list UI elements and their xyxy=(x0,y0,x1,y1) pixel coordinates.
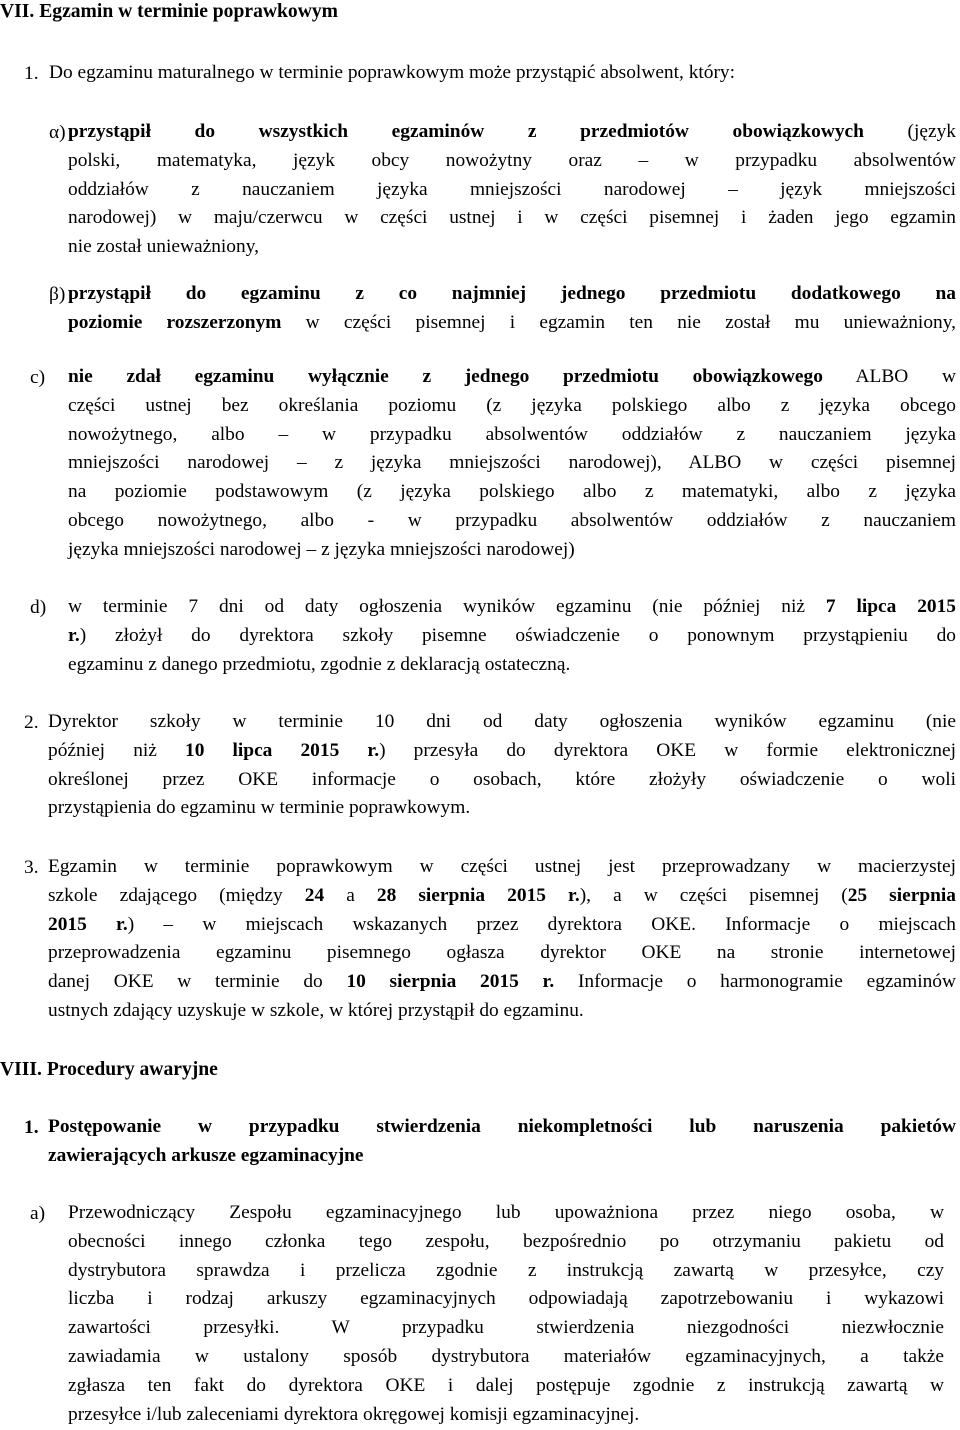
text-run: liczba i rodzaj arkuszy egzaminacyjnych odpowiadają zapotrzebowaniu i wykazowi xyxy=(68,1288,944,1310)
text-line xyxy=(68,1261,944,1280)
text-run: szkole zdającego (między xyxy=(48,884,305,906)
text-line xyxy=(48,770,956,789)
text-line xyxy=(68,313,956,332)
text-run: mniejszości narodowej – z języka mniejszości narodowej), ALBO w części pisemnej xyxy=(68,452,956,474)
text-run: przesyłce i/lub zaleceniami dyrektora okręgowej komisji egzaminacyjnej. xyxy=(68,1403,640,1425)
text-run: Informacje o harmonogramie egzaminów xyxy=(554,971,956,993)
text-run: a xyxy=(324,884,377,906)
text-line xyxy=(68,1405,944,1424)
text-run: zawiadamia w ustalony sposób dystrybutora materiałów egzaminacyjnych, a także xyxy=(68,1346,944,1367)
text-run: narodowej) w maju/czerwcu w części ustnej i w części pisemnej i żaden jego egzamin xyxy=(68,207,956,229)
text-line xyxy=(68,367,956,386)
text-line xyxy=(68,453,956,472)
text-run: przystąpienia do egzaminu w terminie poprawkowym. xyxy=(48,797,471,819)
text-line xyxy=(68,1318,944,1337)
section-viii-heading: VIII. Procedury awaryjne xyxy=(0,1059,218,1080)
text-line xyxy=(68,237,956,256)
item-vii-2-number: 2. xyxy=(24,712,39,733)
section-vii-heading: VII. Egzamin w terminie poprawkowym xyxy=(0,1,338,22)
bold-text: nie zdał egzaminu wyłącznie z jednego przedmiotu obowiązkowego xyxy=(68,366,823,387)
text-line xyxy=(68,511,956,530)
item-vii-1-intro: Do egzaminu maturalnego w terminie poprawkowym może przystąpić absolwent, który: xyxy=(49,62,736,83)
bold-text: 24 xyxy=(304,884,325,906)
item-vii-3-number: 3. xyxy=(24,857,39,878)
bold-text: 7 lipca 2015 xyxy=(825,596,956,617)
bold-text: przystąpił do wszystkich egzaminów z przedmiotów obowiązkowych xyxy=(68,121,864,142)
text-run: ) – w miejscach wskazanych przez dyrektora OKE. Informacje o miejscach xyxy=(127,913,956,935)
text-run: przeprowadzenia egzaminu pisemnego ogłasza dyrektor OKE na stronie internetowej xyxy=(48,942,956,964)
bold-text: 2015 r. xyxy=(48,913,128,935)
text-run: ) przesyła do dyrektora OKE w formie elektronicznej xyxy=(379,739,956,761)
text-run: ALBO w xyxy=(822,366,956,387)
text-line xyxy=(68,1289,944,1308)
text-line xyxy=(68,284,956,303)
item-d-marker: d) xyxy=(30,597,47,618)
bold-text: Postępowanie w przypadku stwierdzenia niekompletności lub naruszenia pakietów xyxy=(48,1116,956,1137)
item-beta-marker: β) xyxy=(49,284,66,305)
text-run: dystrybutora sprawdza i przelicza zgodnie z instrukcją zawartą w przesyłce, czy xyxy=(68,1259,944,1281)
text-run: egzaminu z danego przedmiotu, zgodnie z deklaracją ostateczną. xyxy=(68,653,571,675)
bold-text: r. xyxy=(68,624,80,646)
text-run: Przewodniczący Zespołu egzaminacyjnego lub upoważniona przez niego osoba, w xyxy=(68,1202,944,1223)
text-line xyxy=(68,425,956,444)
text-line xyxy=(48,972,956,991)
bold-text: poziomie rozszerzonym xyxy=(68,311,282,333)
text-run: języka mniejszości narodowej – z języka mniejszości narodowej) xyxy=(68,538,575,560)
bold-text: 10 lipca 2015 r. xyxy=(185,739,380,761)
item-alpha-marker: α) xyxy=(49,122,66,143)
bold-text: przystąpił do egzaminu z co najmniej jednego przedmiotu dodatkowego na xyxy=(68,283,956,304)
text-run: zawartości przesyłki. W przypadku stwierdzenia niezgodności niezwłocznie xyxy=(68,1317,944,1339)
item-a-marker: a) xyxy=(30,1203,46,1224)
text-line xyxy=(68,1232,944,1251)
text-line xyxy=(68,122,956,141)
text-run: ustnych zdający uzyskuje w szkole, w której przystąpił do egzaminu. xyxy=(48,1000,584,1021)
text-line xyxy=(68,655,956,674)
text-run: polski, matematyka, język obcy nowożytny oraz – w przypadku absolwentów xyxy=(68,149,956,171)
text-line xyxy=(48,915,956,934)
item-c-marker: c) xyxy=(30,367,46,388)
text-line xyxy=(68,208,956,227)
text-line xyxy=(48,1146,956,1165)
text-run: w części pisemnej i egzamin ten nie został mu unieważniony, xyxy=(281,311,956,333)
text-line xyxy=(68,1347,944,1366)
text-line xyxy=(48,741,956,760)
text-run: nowożytnego, albo – w przypadku absolwentów oddziałów z nauczaniem języka xyxy=(68,423,956,445)
text-run: Dyrektor szkoły w terminie 10 dni od daty ogłoszenia wyników egzaminu (nie xyxy=(48,711,956,732)
text-run: obcego nowożytnego, albo - w przypadku absolwentów oddziałów z nauczaniem xyxy=(68,510,956,531)
text-run: na poziomie podstawowym (z języka polskiego albo z matematyki, albo z języka xyxy=(68,481,956,503)
text-line xyxy=(48,886,956,905)
text-line xyxy=(48,712,956,731)
text-run: ) złożył do dyrektora szkoły pisemne oświadczenie o ponownym przystąpieniu do xyxy=(79,624,956,646)
bold-text: 28 sierpnia 2015 r. xyxy=(376,884,580,906)
text-run: oddziałów z nauczaniem języka mniejszości narodowej – język mniejszości xyxy=(68,178,956,200)
text-run: później niż xyxy=(48,739,185,761)
item-viii-1-number: 1. xyxy=(24,1117,39,1138)
text-line xyxy=(68,626,956,645)
bold-text: 10 sierpnia 2015 r. xyxy=(346,971,555,993)
text-line xyxy=(68,1203,944,1222)
text-run: (język xyxy=(863,121,956,142)
text-line xyxy=(48,943,956,962)
text-line xyxy=(68,597,956,616)
text-run: części ustnej bez określania poziomu (z języka polskiego albo z języka obcego xyxy=(68,394,956,416)
text-line xyxy=(48,1117,956,1136)
text-line xyxy=(68,540,956,559)
text-line xyxy=(48,798,956,817)
text-run: zgłasza ten fakt do dyrektora OKE i dalej postępuje zgodnie z instrukcją zawartą w xyxy=(68,1374,944,1396)
text-line xyxy=(68,396,956,415)
text-line xyxy=(68,1376,944,1395)
text-run: danej OKE w terminie do xyxy=(48,971,347,993)
text-line xyxy=(68,482,956,501)
text-line xyxy=(68,180,956,199)
bold-text: 25 sierpnia xyxy=(847,884,956,906)
item-vii-1-number: 1. xyxy=(24,63,39,84)
text-run: obecności innego członka tego zespołu, bezpośrednio po otrzymaniu pakietu od xyxy=(68,1230,944,1252)
text-run: ), a w części pisemnej ( xyxy=(579,884,848,906)
text-run: nie został unieważniony, xyxy=(68,236,259,258)
text-line xyxy=(48,857,956,876)
bold-text: zawierających arkusze egzaminacyjne xyxy=(48,1144,364,1166)
text-line xyxy=(68,151,956,170)
text-run: w terminie 7 dni od daty ogłoszenia wyników egzaminu (nie później niż xyxy=(68,596,826,617)
text-line xyxy=(48,1001,956,1020)
text-run: Egzamin w terminie poprawkowym w części ustnej jest przeprowadzany w macierzystej xyxy=(48,856,956,877)
text-run: określonej przez OKE informacje o osobach, które złożyły oświadczenie o woli xyxy=(48,768,956,790)
